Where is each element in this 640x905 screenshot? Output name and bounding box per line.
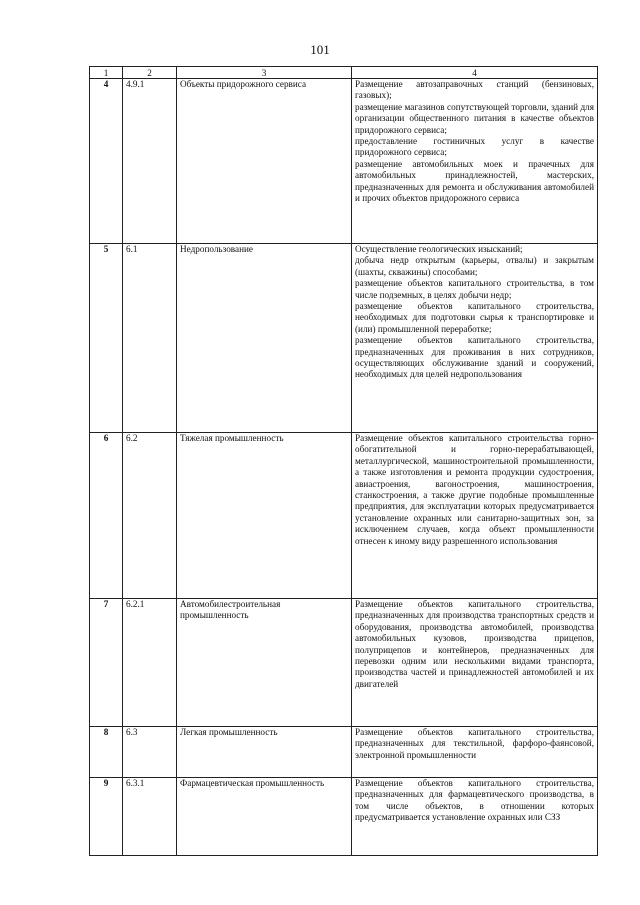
row-number: 6 xyxy=(90,433,123,599)
description-paragraph: Размещение автозаправочных станций (бензиновых, газовых); xyxy=(355,79,594,101)
row-description xyxy=(352,599,598,727)
row-name: Недропользование xyxy=(177,244,352,433)
description-paragraph: размещение автомобильных моек и прачечных для автомобильных принадлежностей, мастерских, предназначенных для ремонта и обслуживания автомобилей и прочих объектов придорожного сервиса xyxy=(355,158,594,204)
row-name: Автомобилестроительная промышленность xyxy=(177,599,352,727)
row-number: 7 xyxy=(90,599,123,727)
row-description xyxy=(352,244,598,433)
table-body xyxy=(90,79,598,856)
header-col-4: 4 xyxy=(352,67,598,79)
land-use-table xyxy=(89,66,598,856)
row-code: 6.3.1 xyxy=(123,778,177,856)
description-paragraph: добыча недр открытым (карьеры, отвалы) и закрытым (шахты, скважины) способами; xyxy=(355,255,594,277)
row-name: Легкая промышленность xyxy=(177,727,352,778)
row-code: 6.2 xyxy=(123,433,177,599)
header-col-1: 1 xyxy=(90,67,123,79)
row-description xyxy=(352,778,598,856)
description-paragraph: Размещение объектов капитального строительства, предназначенных для фармацевтического производства, в том числе объектов, в отношении которых предусматривается установление охранных или СЗЗ xyxy=(355,778,594,823)
page-number: 101 xyxy=(310,42,330,57)
header-col-2: 2 xyxy=(123,67,177,79)
row-code: 6.2.1 xyxy=(123,599,177,727)
header-col-3: 3 xyxy=(177,67,352,79)
description-paragraph: размещение объектов капитального строительства, необходимых для подготовки сырья к транспортировке и (или) промышленной переработке; xyxy=(355,301,594,334)
row-description xyxy=(352,433,598,599)
description-paragraph: Размещение объектов капитального строительства, предназначенных для текстильной, фарфоро-фаянсовой, электронной промышленности xyxy=(355,727,594,760)
table-row xyxy=(90,599,598,727)
description-paragraph: предоставление гостиничных услуг в качестве придорожного сервиса; xyxy=(355,136,594,158)
row-description xyxy=(352,79,598,244)
table-row xyxy=(90,778,598,856)
table-header-row xyxy=(90,67,598,79)
table-row xyxy=(90,433,598,599)
description-paragraph: размещение объектов капитального строительства, в том числе подземных, в целях добычи недр; xyxy=(355,278,594,300)
table-row xyxy=(90,79,598,244)
description-paragraph: размещение объектов капитального строительства, предназначенных для проживания в них сотрудников, осуществляющих обслуживание зданий и сооружений, необходимых для целей недропользования xyxy=(355,335,594,380)
row-code: 4.9.1 xyxy=(123,79,177,244)
row-description xyxy=(352,727,598,778)
description-paragraph: размещение магазинов сопутствующей торговли, зданий для организации общественного питания в качестве объектов придорожного сервиса; xyxy=(355,101,594,135)
row-code: 6.3 xyxy=(123,727,177,778)
row-number: 4 xyxy=(90,79,123,244)
description-paragraph: Размещение объектов капитального строительства горно-обогатительной и горно-перерабатывающей, металлургической, машиностроительной промышленности, а также изготовления и ремонта продукции судостроения, авиастроения, вагоностроения, машиностроения, станкостроения, а также другие подобные промышленные предприятия, для эксплуатации которых предусматривается установление охранных или санитарно-защитных зон, за исключением случаев, когда объект промышленности отнесен к иному виду разрешенного использования xyxy=(355,433,594,546)
row-name: Тяжелая промышленность xyxy=(177,433,352,599)
row-number: 9 xyxy=(90,778,123,856)
description-paragraph: Осуществление геологических изысканий; xyxy=(355,244,523,254)
row-number: 8 xyxy=(90,727,123,778)
row-name: Фармацевтическая промышленность xyxy=(177,778,352,856)
description-paragraph: Размещение объектов капитального строительства, предназначенных для производства транспортных средств и оборудования, производства автомобилей, производства автомобильных кузовов, производства прицепов, полуприцепов и контейнеров, предназначенных для перевозки одним или несколькими видами транспорта, производства частей и принадлежностей автомобилей и их двигателей xyxy=(355,599,594,689)
table-row xyxy=(90,244,598,433)
row-number: 5 xyxy=(90,244,123,433)
table-row xyxy=(90,727,598,778)
row-code: 6.1 xyxy=(123,244,177,433)
row-name: Объекты придорожного сервиса xyxy=(177,79,352,244)
